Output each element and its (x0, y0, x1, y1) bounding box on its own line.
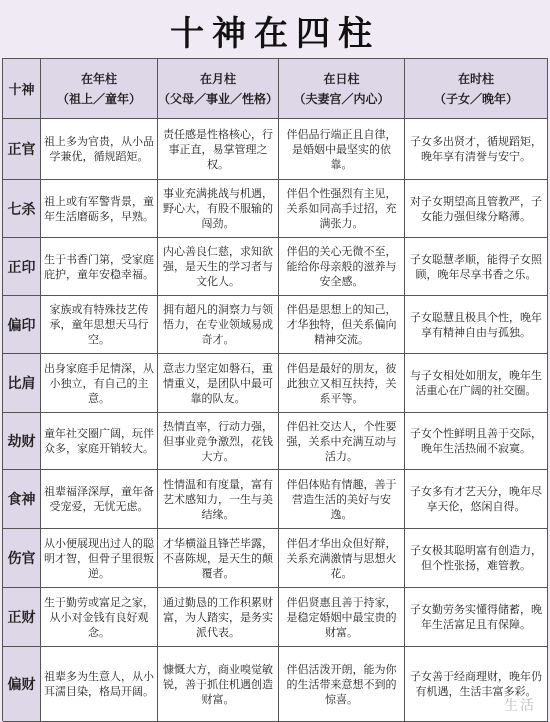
table-cell: 内心善良仁慈，求知欲强，是天生的学习者与文化人。 (158, 238, 279, 296)
page-title: 十神在四柱 (170, 13, 380, 54)
table-cell: 生于勤劳或富足之家，从小对金钱有良好观念。 (41, 588, 158, 647)
table-cell: 童年社交圈广阔，玩伴众多，家庭开销较大。 (41, 413, 158, 470)
table-cell: 伴侣品行端正且自律，是婚姻中最坚实的依靠。 (279, 119, 405, 180)
corner-header: 十神 (3, 59, 41, 119)
table-cell: 出身家庭手足情深，从小独立，有自己的主意。 (41, 354, 158, 413)
table-cell: 伴侣体贴有情趣，善于营造生活的美好与安逸。 (279, 470, 405, 529)
table-cell: 伴侣贤惠且善于持家，是稳定婚姻中最宝贵的财富。 (279, 588, 405, 647)
table-cell: 祖辈福泽深厚，童年备受宠爱，无忧无虑。 (41, 470, 158, 529)
table-cell: 家族或有特殊技艺传承，童年思想天马行空。 (41, 296, 158, 354)
column-header-sub: （父母／事业／性格） (158, 91, 279, 106)
table-cell: 子女多出贤才，循规蹈矩，晚年享有清誉与安宁。 (405, 119, 548, 180)
table-cell: 子女聪慧孝顺，能得子女照顾，晚年尽享书香之乐。 (405, 238, 548, 296)
table-cell: 伴侣社交达人，个性要强，关系中充满互动与活力。 (279, 413, 405, 470)
row-header: 食神 (3, 470, 41, 529)
row-header: 正官 (3, 119, 41, 180)
column-header-name: 在日柱 (323, 71, 360, 86)
row-header: 比肩 (3, 354, 41, 413)
row-header: 正印 (3, 238, 41, 296)
table-cell: 责任感是性格核心，行事正直，易掌管理之权。 (158, 119, 279, 180)
column-header-sub: （祖上／童年） (56, 91, 141, 106)
watermark: 生活 (504, 698, 536, 714)
column-header-sub: （夫妻宫／内心） (293, 91, 390, 106)
table-cell: 生于书香门第，受家庭庇护，童年安稳幸福。 (41, 238, 158, 296)
column-header-sub: （子女／晚年） (433, 91, 518, 106)
table-cell: 祖上或有军警背景，童年生活磨砺多，早熟。 (41, 180, 158, 238)
table-cell: 伴侣的关心无微不至，能给你母亲般的滋养与安全感。 (279, 238, 405, 296)
column-header (279, 59, 405, 119)
table-cell: 慷慨大方，商业嗅觉敏锐，善于抓住机遇创造财富。 (158, 647, 279, 722)
table-cell: 伴侣活泼开朗，能为你的生活带来意想不到的惊喜。 (279, 647, 405, 722)
table-cell: 从小便展现出过人的聪明才智，但骨子里很叛逆。 (41, 529, 158, 588)
table-cell: 拥有超凡的洞察力与领悟力，在专业领域易成奇才。 (158, 296, 279, 354)
table-cell: 伴侣是最好的朋友，彼此独立又相互扶持，关系平等。 (279, 354, 405, 413)
table-cell: 对子女期望高且管教严，子女能力强但缘分略薄。 (405, 180, 548, 238)
row-header: 伤官 (3, 529, 41, 588)
ten-gods-table (2, 58, 548, 721)
table-cell: 热情直率，行动力强，但事业竞争激烈，花钱大方。 (158, 413, 279, 470)
table-cell: 祖上多为官贵，从小品学兼优，循规蹈矩。 (41, 119, 158, 180)
column-header (41, 59, 158, 119)
table-cell: 子女勤劳务实懂得储蓄，晚年生活富足且有保障。 (405, 588, 548, 647)
table-cell: 伴侣才华出众但好辩，关系充满激情与思想火花。 (279, 529, 405, 588)
table-cell: 与子女相处如朋友，晚年生活重心在广阔的社交圈。 (405, 354, 548, 413)
table-cell: 通过勤恳的工作积累财富，为人踏实，是务实派代表。 (158, 588, 279, 647)
column-header (158, 59, 279, 119)
table-cell: 子女极其聪明富有创造力，但个性张扬，难管教。 (405, 529, 548, 588)
column-header-name: 在月柱 (199, 71, 236, 86)
table-cell: 伴侣是思想上的知己，才华独特，但关系偏向精神交流。 (279, 296, 405, 354)
row-header: 劫财 (3, 413, 41, 470)
row-header: 七杀 (3, 180, 41, 238)
table-cell: 子女个性鲜明且善于交际，晚年生活热闹不寂寞。 (405, 413, 548, 470)
table-cell: 子女聪慧且极具个性，晚年享有精神自由与孤独。 (405, 296, 548, 354)
table-cell: 伴侣个性强烈有主见，关系如同高手过招，充满张力。 (279, 180, 405, 238)
row-header: 正财 (3, 588, 41, 647)
table-cell: 子女多有才艺天分，晚年尽享天伦，悠闲自得。 (405, 470, 548, 529)
table-cell: 性情温和有度量，富有艺术感知力，一生与美结缘。 (158, 470, 279, 529)
table-cell: 事业充满挑战与机遇，野心大，有股不服输的闯劲。 (158, 180, 279, 238)
table-cell: 子女善于经商理财，晚年仍有机遇，生活丰富多彩。 (405, 647, 548, 722)
table-cell: 祖辈多为生意人，从小耳濡目染，格局开阔。 (41, 647, 158, 722)
row-header: 偏财 (3, 647, 41, 722)
table-cell: 才华横溢且锋芒毕露，不喜陈规，是天生的颠覆者。 (158, 529, 279, 588)
table-cell: 意志力坚定如磐石，重情重义，是团队中最可靠的队友。 (158, 354, 279, 413)
column-header-name: 在年柱 (80, 71, 117, 86)
column-header-name: 在时柱 (457, 71, 494, 86)
column-header (405, 59, 548, 119)
row-header: 偏印 (3, 296, 41, 354)
